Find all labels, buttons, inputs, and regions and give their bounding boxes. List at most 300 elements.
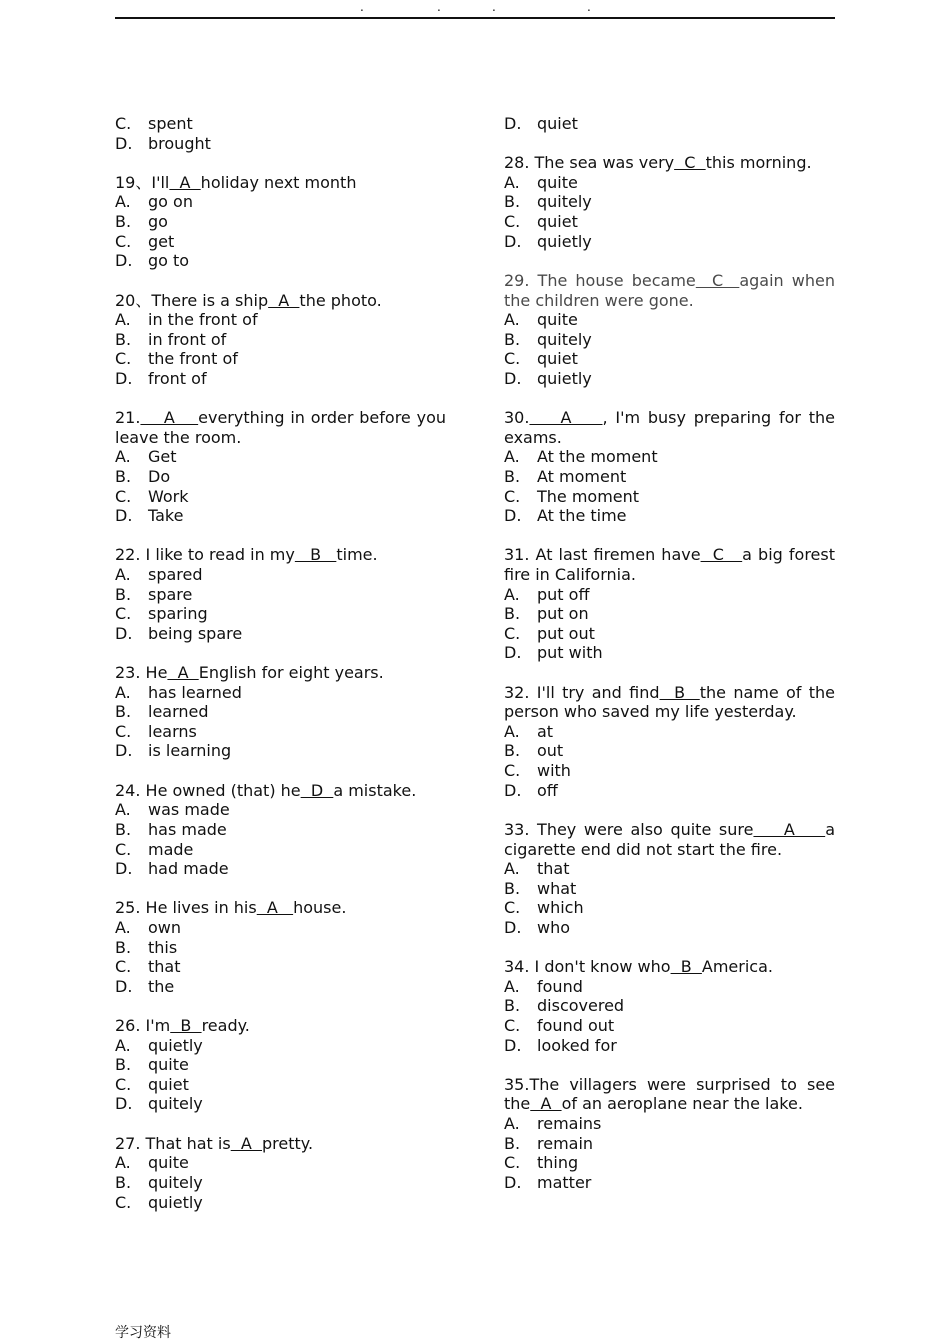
option-text: quiet <box>537 349 578 369</box>
option-text: quitely <box>148 1172 203 1192</box>
option-text: being spare <box>148 623 243 643</box>
option-letter: D. <box>504 368 522 388</box>
stem-text: 24. He owned (that) he <box>115 780 301 800</box>
answer-option <box>115 585 446 605</box>
option-text: had made <box>148 859 229 879</box>
answer-option <box>115 741 446 761</box>
option-text: put with <box>537 643 603 663</box>
answer-option <box>504 310 835 330</box>
answer-blank: B <box>670 957 702 977</box>
answer-option <box>504 781 835 801</box>
header-dot: . <box>587 0 591 14</box>
option-text: the front of <box>148 349 238 369</box>
option-text: go on <box>148 192 193 212</box>
option-text: quite <box>537 310 578 330</box>
option-letter: C. <box>504 761 521 781</box>
option-text: which <box>537 898 584 918</box>
answer-option <box>504 467 835 487</box>
answer-option <box>115 820 446 840</box>
answer-option <box>504 859 835 879</box>
option-letter: D. <box>504 917 522 937</box>
question-stem <box>115 408 446 447</box>
option-text: quiet <box>537 212 578 232</box>
option-text: quitely <box>537 192 592 212</box>
option-letter: C. <box>504 349 521 369</box>
option-text: Do <box>148 466 171 486</box>
option-text: own <box>148 918 182 937</box>
answer-blank: A <box>256 898 294 918</box>
question-block <box>504 1075 835 1193</box>
option-text: quietly <box>537 368 592 388</box>
stem-text: 32. I'll try and find <box>504 682 660 702</box>
question-block <box>504 957 835 1055</box>
answer-option <box>115 840 446 860</box>
answer-option <box>115 1173 446 1193</box>
stem-text: again when the children were gone. <box>504 270 836 310</box>
option-text: the <box>148 976 175 996</box>
question-stem <box>115 898 446 918</box>
option-text: out <box>537 741 564 761</box>
option-letter: A. <box>504 721 520 741</box>
question-block <box>504 153 835 251</box>
answer-option <box>504 604 835 624</box>
stem-text: pretty. <box>262 1133 314 1153</box>
option-text: quite <box>537 172 578 192</box>
option-text: what <box>537 878 577 898</box>
answer-option <box>115 604 446 624</box>
option-text: At the moment <box>537 447 658 467</box>
option-letter: A. <box>115 800 131 820</box>
option-letter: C. <box>115 839 132 859</box>
question-stem <box>115 291 446 311</box>
option-letter: B. <box>115 1055 132 1075</box>
answer-option <box>504 643 835 663</box>
question-stem <box>504 1075 835 1114</box>
answer-option <box>504 369 835 389</box>
option-letter: B. <box>115 937 132 957</box>
answer-option <box>115 702 446 722</box>
stem-text: 19、I'll <box>115 172 170 192</box>
question-block <box>115 663 446 761</box>
stem-text: 22. I like to read in my <box>115 545 295 565</box>
answer-option <box>504 977 835 997</box>
option-letter: A. <box>115 192 131 212</box>
option-text: is learning <box>148 741 232 761</box>
option-letter: C. <box>504 486 521 506</box>
option-text: was made <box>148 800 230 820</box>
option-letter: A. <box>504 1114 520 1134</box>
question-stem <box>504 683 835 722</box>
option-text: quietly <box>537 231 592 251</box>
option-letter: B. <box>115 819 132 839</box>
stem-text: 35.The villagers were surprised to see the <box>504 1074 835 1114</box>
option-letter: D. <box>504 643 522 663</box>
answer-blank: A <box>530 1094 562 1114</box>
answer-option <box>115 1193 446 1213</box>
option-text: quiet <box>537 114 578 133</box>
option-letter: D. <box>115 368 133 388</box>
question-block <box>504 683 835 801</box>
answer-option <box>115 1094 446 1114</box>
option-letter: C. <box>115 1192 132 1212</box>
option-text: remain <box>537 1133 594 1153</box>
option-text: spare <box>148 584 193 604</box>
option-text: At the time <box>537 506 627 526</box>
question-block <box>115 173 446 271</box>
option-text: Take <box>148 506 184 526</box>
answer-option <box>504 330 835 350</box>
header-dot: . <box>360 0 364 14</box>
answer-option <box>115 310 446 330</box>
option-letter: C. <box>504 898 521 918</box>
answer-option <box>504 173 835 193</box>
option-text: sparing <box>148 604 208 624</box>
answer-option <box>115 800 446 820</box>
question-stem <box>115 173 446 193</box>
stem-text: holiday next month <box>200 172 357 192</box>
answer-option <box>115 506 446 526</box>
option-text: in the front of <box>148 310 258 330</box>
question-stem <box>504 820 835 859</box>
answer-blank: C <box>674 153 706 173</box>
option-letter: C. <box>115 957 132 977</box>
option-letter: B. <box>504 604 521 624</box>
option-text: brought <box>148 133 211 153</box>
option-letter: D. <box>115 1094 133 1114</box>
option-letter: C. <box>504 1153 521 1173</box>
option-letter: D. <box>504 1035 522 1055</box>
option-text: put off <box>537 584 590 604</box>
option-letter: B. <box>504 1133 521 1153</box>
option-letter: B. <box>115 212 132 232</box>
option-text: in front of <box>148 329 227 349</box>
question-stem <box>115 781 446 801</box>
option-letter: A. <box>504 976 520 996</box>
option-text: has learned <box>148 682 242 702</box>
answer-option <box>504 1173 835 1193</box>
question-block <box>115 291 446 389</box>
answer-option <box>115 134 446 154</box>
answer-option <box>504 741 835 761</box>
option-text: matter <box>537 1172 592 1192</box>
option-letter: D. <box>115 976 133 996</box>
answer-option <box>504 1153 835 1173</box>
answer-option <box>115 232 446 252</box>
stem-text: a cigarette end did not start the fire. <box>504 819 835 859</box>
stem-text: 23. He <box>115 663 168 683</box>
answer-option <box>115 251 446 271</box>
question-block <box>504 545 835 663</box>
option-text: The moment <box>537 486 640 506</box>
option-letter: A. <box>504 859 520 879</box>
question-stem <box>115 545 446 565</box>
answer-option <box>115 487 446 507</box>
answer-option <box>504 1016 835 1036</box>
option-text: quietly <box>148 1035 203 1055</box>
answer-option <box>115 369 446 389</box>
question-stem <box>504 545 835 584</box>
option-text: spared <box>148 565 203 585</box>
option-text: discovered <box>537 996 625 1016</box>
stem-text: 29. The house became <box>504 270 696 290</box>
answer-option <box>504 761 835 781</box>
answer-option <box>115 467 446 487</box>
option-text: quitely <box>537 329 592 349</box>
question-block <box>115 408 446 526</box>
answer-blank: D <box>300 780 334 800</box>
option-text: remains <box>537 1114 602 1134</box>
option-letter: B. <box>504 466 521 486</box>
option-letter: D. <box>115 859 133 879</box>
option-letter: D. <box>504 780 522 800</box>
answer-blank: A <box>140 408 199 428</box>
option-letter: B. <box>115 1172 132 1192</box>
answer-option <box>115 1075 446 1095</box>
option-text: front of <box>148 368 207 388</box>
question-block <box>504 408 835 526</box>
option-letter: D. <box>504 231 522 251</box>
stem-text: time. <box>336 545 378 565</box>
answer-option <box>115 722 446 742</box>
answer-option <box>504 996 835 1016</box>
option-letter: A. <box>115 1035 131 1055</box>
option-letter: A. <box>115 565 131 585</box>
header-dots <box>115 0 835 17</box>
option-text: put on <box>537 604 589 624</box>
question-block <box>115 1134 446 1212</box>
option-text: found out <box>537 1015 615 1035</box>
option-letter: C. <box>115 231 132 251</box>
answer-blank: A <box>268 290 300 310</box>
option-letter: C. <box>115 1074 132 1094</box>
answer-option <box>504 1036 835 1056</box>
option-letter: B. <box>115 466 132 486</box>
option-letter: D. <box>115 506 133 526</box>
option-text: looked for <box>537 1035 617 1055</box>
stem-text: , I'm busy preparing for the exams. <box>504 408 835 447</box>
answer-blank: B <box>294 545 337 565</box>
option-letter: A. <box>115 1153 131 1173</box>
option-letter: B. <box>504 329 521 349</box>
stem-text: 30. <box>504 408 530 428</box>
answer-option <box>115 212 446 232</box>
header-rule <box>115 17 835 19</box>
option-letter: B. <box>504 878 521 898</box>
option-text: spent <box>148 114 193 133</box>
stem-text: a big forest fire in California. <box>504 545 836 585</box>
answer-option <box>115 938 446 958</box>
page-footer: 学习资料 <box>115 1325 171 1341</box>
answer-option <box>115 683 446 703</box>
question-block <box>115 781 446 879</box>
answer-option <box>115 918 446 938</box>
option-letter: D. <box>115 623 133 643</box>
question-stem <box>504 957 835 977</box>
answer-option <box>504 624 835 644</box>
question-stem <box>504 153 835 173</box>
option-text: go to <box>148 251 190 271</box>
option-letter: C. <box>504 623 521 643</box>
option-letter: C. <box>115 486 132 506</box>
question-block <box>504 820 835 938</box>
stem-text: a mistake. <box>333 780 417 800</box>
option-text: quietly <box>148 1192 203 1212</box>
answer-blank: A <box>753 819 826 839</box>
option-text: quiet <box>148 1074 189 1094</box>
answer-option <box>504 585 835 605</box>
question-stem <box>504 271 835 310</box>
stem-text: ready. <box>201 1016 250 1036</box>
option-letter: C. <box>115 721 132 741</box>
option-letter: B. <box>504 996 521 1016</box>
stem-text: 27. That hat is <box>115 1133 231 1153</box>
answer-option <box>504 232 835 252</box>
answer-blank: A <box>167 663 199 683</box>
option-letter: B. <box>115 584 132 604</box>
stem-text: 33. They were also quite sure <box>504 819 754 839</box>
option-letter: C. <box>115 114 132 133</box>
stem-text: 34. I don't know who <box>504 957 671 977</box>
answer-option <box>115 192 446 212</box>
left-column <box>115 114 446 1232</box>
stem-text: 26. I'm <box>115 1016 171 1036</box>
answer-option <box>504 212 835 232</box>
option-letter: A. <box>504 584 520 604</box>
question-stem <box>115 1134 446 1154</box>
stem-text: everything in order before you leave the room. <box>115 408 447 447</box>
answer-blank: B <box>170 1016 202 1036</box>
stem-text: of an aeroplane near the lake. <box>561 1094 803 1114</box>
option-text: that <box>537 859 570 879</box>
answer-blank: A <box>230 1133 262 1153</box>
stem-text: 31. At last firemen have <box>504 545 701 565</box>
answer-option <box>504 898 835 918</box>
answer-option <box>115 565 446 585</box>
answer-blank: C <box>700 545 743 565</box>
option-text: get <box>148 231 175 251</box>
stem-text: 28. The sea was very <box>504 153 675 173</box>
answer-blank: C <box>695 270 740 290</box>
question-stem <box>115 1016 446 1036</box>
option-letter: A. <box>504 310 520 330</box>
answer-option <box>115 859 446 879</box>
option-text: who <box>537 917 571 937</box>
answer-option <box>504 114 835 134</box>
stem-text: house. <box>293 898 347 918</box>
option-text: Work <box>148 486 189 506</box>
option-text: At moment <box>537 466 627 486</box>
header-dot: . <box>437 0 441 14</box>
option-text: learned <box>148 702 209 722</box>
option-text: with <box>537 761 571 781</box>
option-text: made <box>148 839 194 859</box>
question-block <box>504 114 835 134</box>
option-text: thing <box>537 1153 579 1173</box>
option-letter: C. <box>504 212 521 232</box>
answer-option <box>115 1036 446 1056</box>
stem-text: the photo. <box>299 290 382 310</box>
header-dot: . <box>492 0 496 14</box>
option-text: off <box>537 780 558 800</box>
right-column <box>504 114 835 1212</box>
answer-option <box>115 1153 446 1173</box>
option-letter: D. <box>504 114 522 133</box>
answer-option <box>115 330 446 350</box>
question-stem <box>504 408 835 447</box>
stem-text: 20、There is a ship <box>115 290 269 310</box>
answer-option <box>504 192 835 212</box>
option-text: quite <box>148 1055 189 1075</box>
option-text: found <box>537 976 583 996</box>
option-letter: D. <box>115 133 133 153</box>
option-letter: B. <box>115 329 132 349</box>
option-letter: B. <box>115 702 132 722</box>
answer-option <box>504 447 835 467</box>
answer-blank: B <box>659 682 700 702</box>
option-letter: B. <box>504 192 521 212</box>
option-letter: C. <box>115 349 132 369</box>
answer-option <box>115 447 446 467</box>
option-text: go <box>148 212 168 232</box>
option-text: has made <box>148 819 227 839</box>
answer-option <box>115 349 446 369</box>
option-letter: D. <box>504 1172 522 1192</box>
answer-option <box>504 1134 835 1154</box>
question-block <box>115 898 446 996</box>
option-text: put out <box>537 623 595 643</box>
answer-option <box>115 957 446 977</box>
option-text: learns <box>148 721 197 741</box>
option-text: quitely <box>148 1094 203 1114</box>
option-letter: D. <box>504 506 522 526</box>
answer-option <box>115 624 446 644</box>
answer-option <box>504 918 835 938</box>
answer-blank: A <box>529 408 603 428</box>
option-letter: A. <box>504 172 520 192</box>
answer-option <box>115 1055 446 1075</box>
option-text: this <box>148 937 178 957</box>
option-letter: C. <box>504 1015 521 1035</box>
stem-text: 25. He lives in his <box>115 898 257 918</box>
answer-option <box>115 977 446 997</box>
answer-blank: A <box>169 172 201 192</box>
stem-text: America. <box>701 957 773 977</box>
option-letter: A. <box>504 447 520 467</box>
stem-text: the name of the person who saved my life yesterday. <box>504 682 836 722</box>
option-letter: B. <box>504 741 521 761</box>
question-block <box>115 1016 446 1114</box>
option-text: at <box>537 721 554 741</box>
stem-text: 21. <box>115 408 141 428</box>
answer-option <box>504 349 835 369</box>
option-text: quite <box>148 1153 189 1173</box>
answer-option <box>504 722 835 742</box>
stem-text: this morning. <box>705 153 812 173</box>
answer-option <box>504 506 835 526</box>
question-block <box>504 271 835 389</box>
question-block <box>115 114 446 153</box>
option-letter: D. <box>115 741 133 761</box>
option-letter: A. <box>115 447 131 467</box>
option-letter: A. <box>115 918 131 937</box>
question-stem <box>115 663 446 683</box>
answer-option <box>115 114 446 134</box>
answer-option <box>504 1114 835 1134</box>
stem-text: English for eight years. <box>198 663 384 683</box>
option-letter: A. <box>115 682 131 702</box>
option-text: that <box>148 957 181 977</box>
option-letter: A. <box>115 310 131 330</box>
